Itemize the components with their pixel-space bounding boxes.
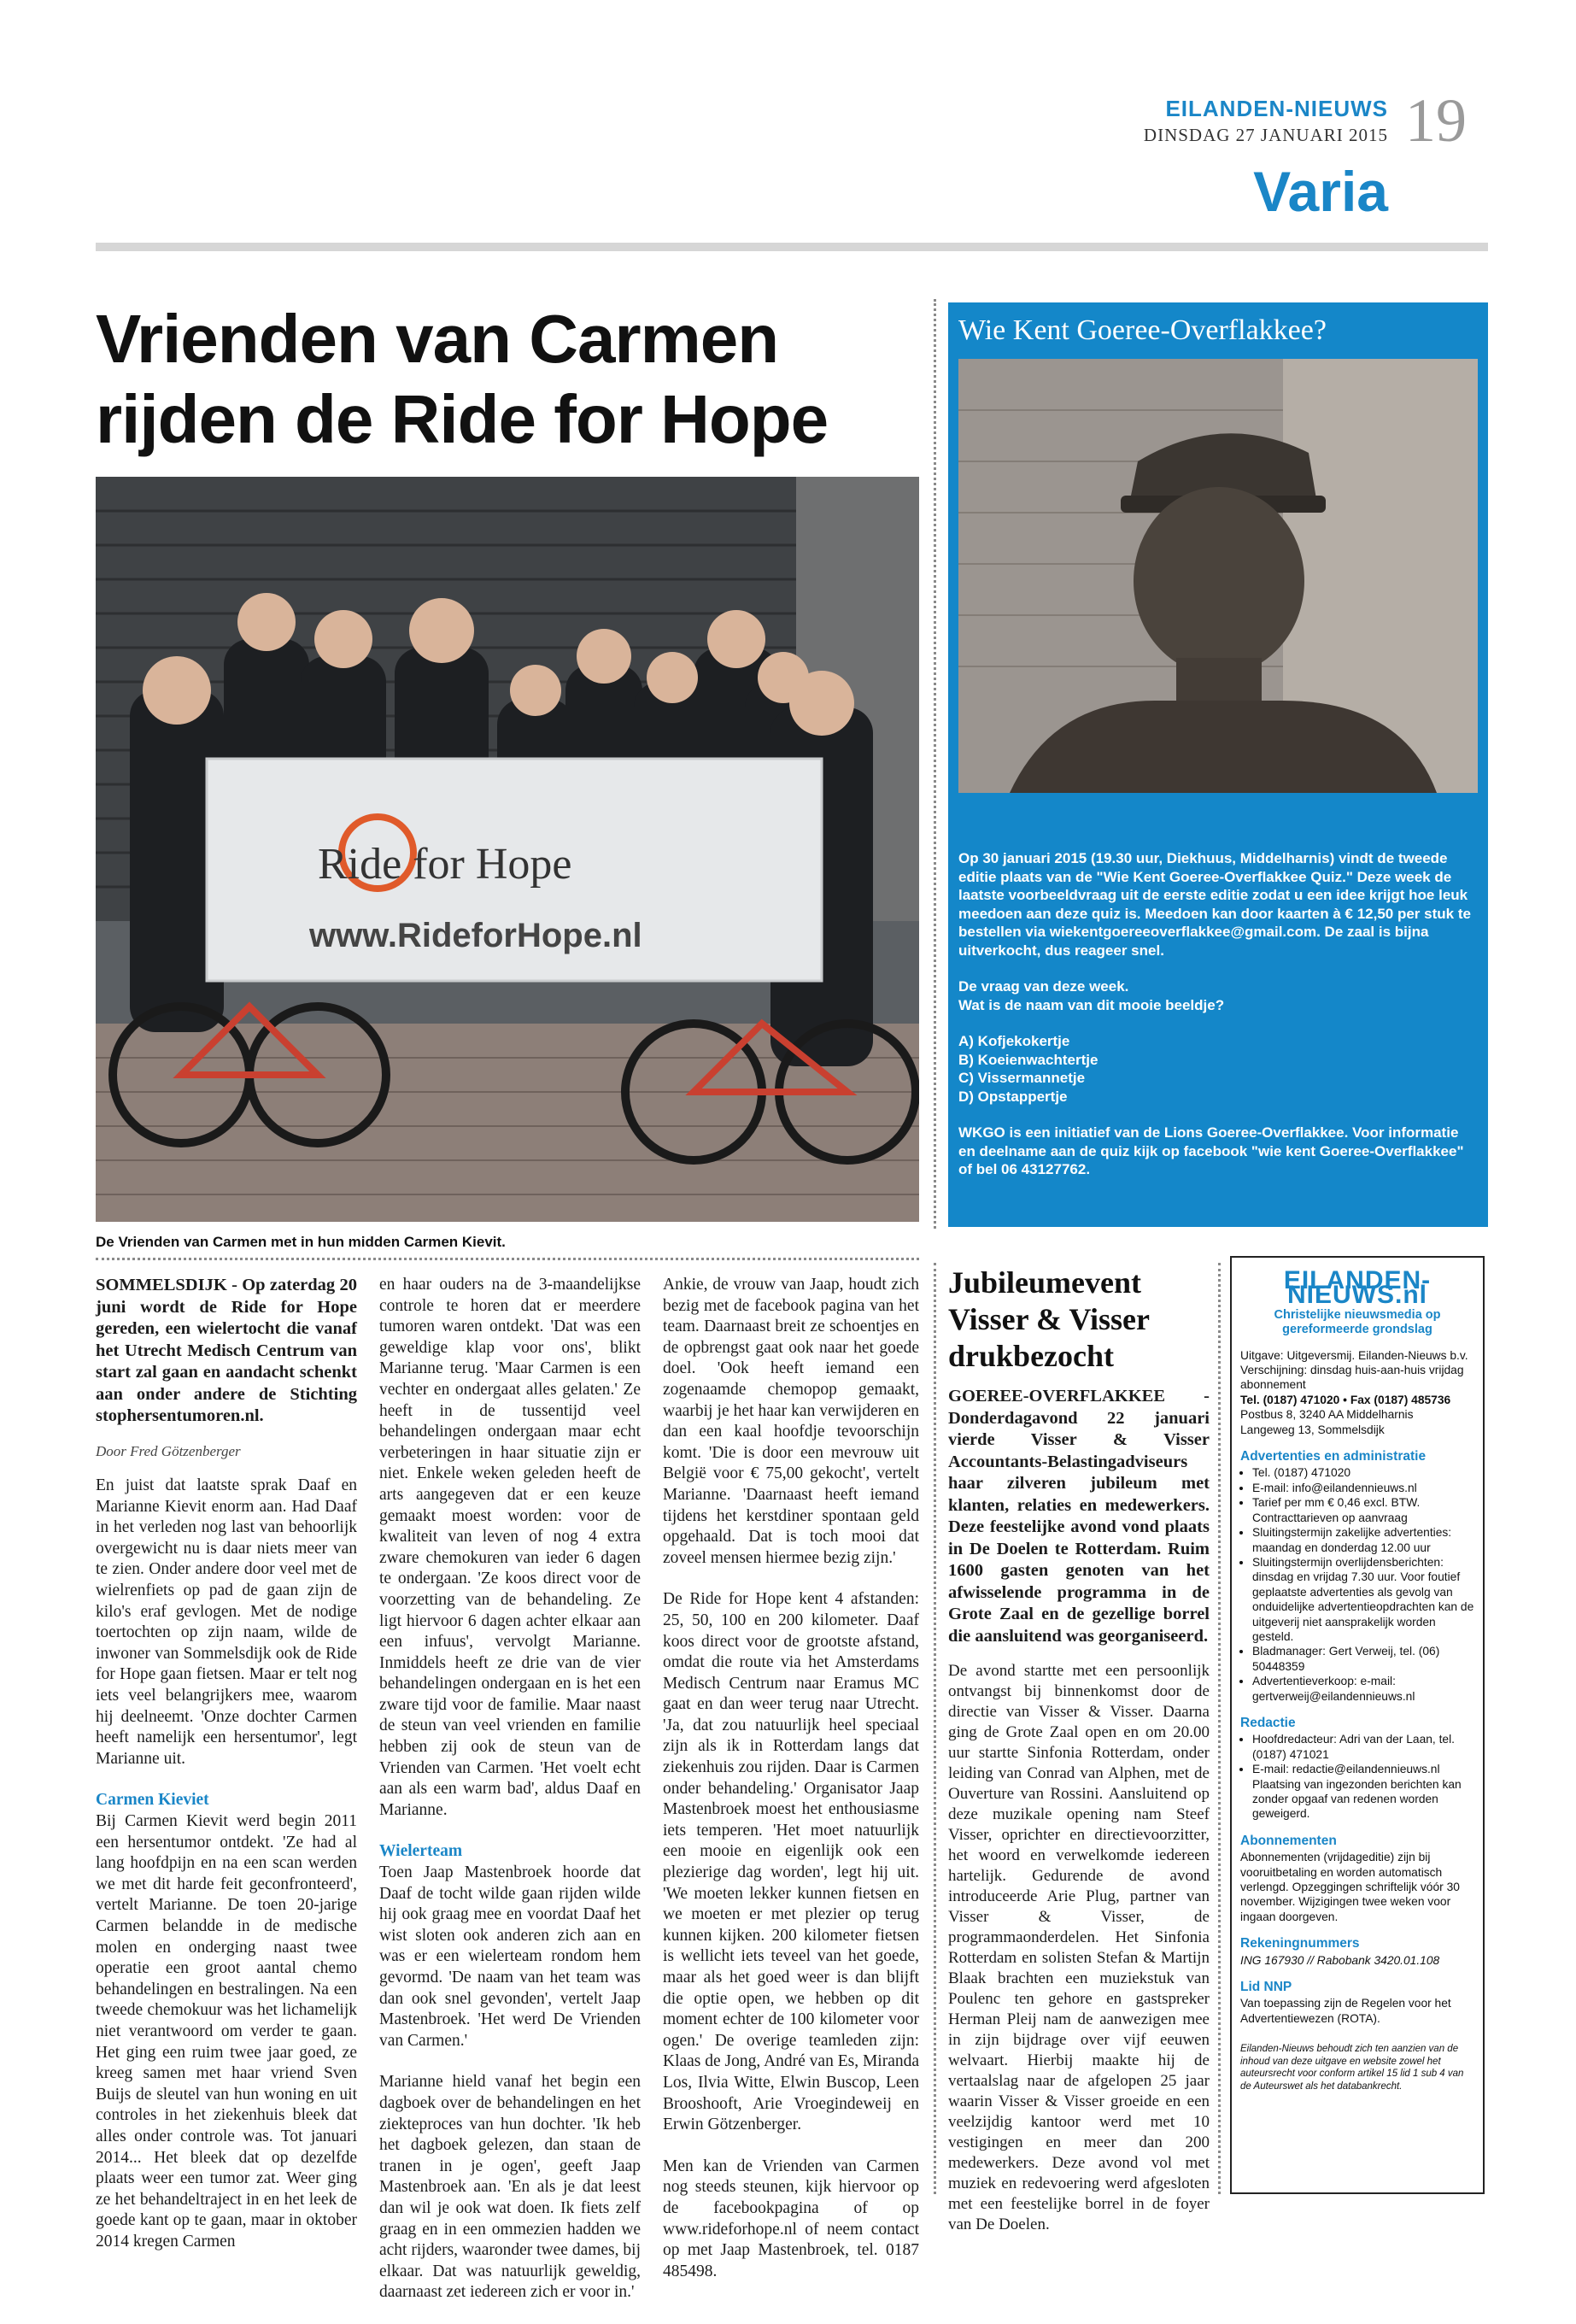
masthead: EILANDEN-NIEUWS — [1165, 96, 1388, 121]
wkgo-title: Wie Kent Goeree-Overflakkee? — [958, 314, 1327, 346]
impressum-text: Van toepassing zijn de Regelen voor het Advertentiewezen (ROTA). — [1240, 1997, 1451, 2025]
column-divider — [934, 1263, 936, 2194]
impressum-item: • Hoofdredacteur: Adri van der Laan, tel. (0187) 471021 — [1252, 1732, 1474, 1762]
impressum-tagline: Christelijke nieuwsmedia op gereformeerde grondslag — [1274, 1307, 1441, 1337]
article-column-3 — [663, 1275, 919, 2303]
wkgo-options — [958, 1032, 1476, 1106]
column-divider — [1218, 1263, 1221, 2194]
article-paragraph: Men kan de Vrienden van Carmen nog steeds steunen, kijk hiervoor op de facebookpagina of op www.rideforhope.nl of neem contact op met Jaap Mastenbroek, tel. 0187 485498. — [663, 2157, 919, 2280]
redactie-list — [1240, 1732, 1474, 1821]
impressum-item: • Tarief per mm € 0,46 excl. BTW. Contracttarieven op aanvraag — [1252, 1495, 1474, 1525]
second-article-title: Jubileumevent Visser & Visser drukbezocht — [948, 1265, 1150, 1373]
impressum-logo: EILANDEN-NIEUWS.nl — [1283, 1266, 1432, 1310]
impressum-address: Postbus 8, 3240 AA Middelharnis — [1240, 1408, 1414, 1422]
wkgo-option: B) Koeienwachtertje — [958, 1051, 1099, 1068]
impressum-item: • Sluitingstermijn zakelijke advertenties: maandag en donderdag 12.00 uur — [1252, 1525, 1474, 1555]
banner-url-text: www.RideforHope.nl — [309, 917, 642, 954]
impressum-uitgave: Uitgave: Uitgeversmij. Eilanden-Nieuws b.v. — [1240, 1348, 1468, 1362]
article-paragraph: Bij Carmen Kievit werd begin 2011 een hersentumor ontdekt. 'Ze had al lang hoofdpijn en na een scan werden we met dit harde feit geconfronteerd', vertelt Marianne. De toen 20-jarige Carmen belandde in de medische molen en onderging naast twee operatie een groot aantal chemo behandelingen en bestralingen. Na een tweede chemokuur was het lichamelijk niet verantwoord om verder te gaan. Het ging een ruim twee jaar goed, ze kreeg samen met haar vriend Sven Buijs de sleutel van hun woning en uit controles in het ziekenhuis bleek dat alles onder controle was. Tot januari 2014... Het bleek dat op dezelfde plaats weer een tumor zat. Weer ging ze het behandeltraject in en het leek de goede kant op te gaan, maar in oktober 2014 kregen Carmen — [96, 1812, 357, 2251]
impressum-item: • E-mail: redactie@eilandennieuws.nl Plaatsing van ingezonden berichten kan zonder opgaaf van redenen worden geweigerd. — [1252, 1762, 1474, 1822]
caption-divider — [96, 1258, 919, 1260]
article-byline: Door Fred Götzenberger — [96, 1442, 241, 1459]
wkgo-question-line: De vraag van deze week. — [958, 978, 1129, 995]
wkgo-intro: Op 30 januari 2015 (19.30 uur, Diekhuus, Middelharnis) vindt de tweede editie plaats van de "Wie Kent Goeree-Overflakkee Quiz." Deze week de laatste voorbeeldvraag uit de eerste editie zodat u een idee krijgt hoe leuk meedoen aan deze quiz is. Meedoen kan door kaarten à € 12,50 per stuk te bestellen via wiekentgoereeoverflakkee@gmail.com. De zaal is bijna uitverkocht, dus reageer snel. — [958, 850, 1471, 959]
article-paragraph: Marianne hield vanaf het begin een dagboek over de behandelingen en het ziekteproces van hun dochter. 'Ik heb het dagboek gelezen, dan staan de tranen in je ogen', geeft Jaap Mastenbroek aan. 'En als je dat leest dan wil je ook wat doen. Ik fiets zelf graag en in een ommezien hadden we acht rijders, waaronder twee dames, bij elkaar. Dat was natuurlijk geweldig, daarnaast zet iedereen zich er voor in.' — [379, 2073, 641, 2302]
statue-photo — [958, 359, 1478, 793]
impressum-heading: Advertenties en administratie — [1240, 1449, 1427, 1464]
impressum-verschijning: Verschijning: dinsdag huis-aan-huis vrijdag abonnement — [1240, 1364, 1464, 1392]
section-title: Varia — [1253, 160, 1388, 223]
article-lead: SOMMELSDIJK - Op zaterdag 20 juni wordt de Ride for Hope gereden, een wielertocht die vanaf het Utrecht Medisch Centrum van start zal gaan en aandacht schenkt aan onder andere de Stichting stophersentumoren.nl. — [96, 1276, 357, 1425]
impressum-item: • E-mail: info@eilandennieuws.nl — [1252, 1481, 1474, 1495]
impressum-heading: Rekeningnummers — [1240, 1936, 1360, 1951]
article-subhead: Wielerteam — [379, 1842, 463, 1861]
impressum-tel-fax: Tel. (0187) 471020 • Fax (0187) 485736 — [1240, 1393, 1451, 1406]
group-photo — [96, 477, 919, 1222]
wkgo-question — [958, 977, 1476, 1014]
impressum-text: Abonnementen (vrijdageditie) zijn bij vooruitbetaling en worden automatisch verlengd. Opzeggingen schriftelijk vóór 30 november. Wijzigingen twee weken voor ingaan doorgeven. — [1240, 1851, 1460, 1923]
wkgo-option: A) Kofjekokertje — [958, 1033, 1070, 1049]
wkgo-question-line: Wat is de naam van dit mooie beeldje? — [958, 996, 1225, 1013]
impressum-heading: Abonnementen — [1240, 1833, 1337, 1848]
article-paragraph: Ankie, de vrouw van Jaap, houdt zich bezig met de facebook pagina van het team. Daarnaast breit ze schoentjes en de opbrengst gaat ook naar het goede doel. 'Ook heeft iemand een zogenaamde chemopop gemaakt, waarbij je het haar kan verwijderen en dan een kaal hoofdje tevoorschijn komt. 'Die is door een mevrouw uit België voor € 75,00 gekocht', vertelt Marianne. 'Daarnaast heeft iemand tijdens het kerstdiner spontaan geld opgehaald. Dat is toch mooi dat zoveel mensen hiermee bezig zijn.' — [663, 1276, 919, 1567]
wkgo-option: D) Opstappertje — [958, 1088, 1068, 1105]
header-rule — [96, 243, 1488, 251]
article-column-1 — [96, 1275, 357, 2273]
photo-caption: De Vrienden van Carmen met in hun midden Carmen Kievit. — [96, 1234, 506, 1250]
impressum-item: • Bladmanager: Gert Verweij, tel. (06) 50448359 — [1252, 1644, 1474, 1674]
impressum-box — [1230, 1256, 1485, 2194]
banner-logo-text: Ride for Hope — [318, 840, 572, 889]
impressum-item: • Tel. (0187) 471020 — [1252, 1465, 1474, 1480]
second-article-paragraph: De avond startte met een persoonlijk ontvangst bij binnenkomst door de directie van Visser & Visser. Daarna ging de Grote Zaal open en om 20.00 uur startte Sinfonia Rotterdam, onder leiding van Conrad van Alphen, met de Ouverture van Rossini. Aansluitend op deze muzikale opening nam Steef Visser, oprichter en directievoorzitter, het woord en verwelkomde iedereen hartelijk. Gedurende de avond introduceerde Arie Plug, partner van Visser & Visser, de programmaonderdelen. Het Sinfonia Rotterdam en solisten Stefan & Martijn Blaak brachten een muziekstuk van Poulenc ten gehore en gastspreker Herman Pleij nam de aanwezigen mee in zijn bijdrage over vijf eeuwen welvaart. Hierbij maakte hij de vertaalslag naar de afgelopen 25 jaar waarin Visser & Visser groeide en een veelzijdig kantoor werd met 10 vestigingen en meer dan 200 medewerkers. Deze avond vol met muziek en redevoering werd afgesloten met een feestelijke borrel in de foyer van De Doelen. — [948, 1662, 1210, 2233]
article-paragraph: Toen Jaap Mastenbroek hoorde dat Daaf de tocht wilde gaan rijden wilde hij ook graag mee en voordat Daaf het wist sloten ook anderen zich aan en was er een wielerteam rondom hem gevormd. 'De naam van het team was dan ook snel gevonden', vertelt Jaap Mastenbroek. 'Het werd De Vrienden van Carmen.' — [379, 1863, 641, 2050]
wkgo-body — [958, 849, 1476, 1197]
article-subhead: Carmen Kieviet — [96, 1791, 209, 1810]
impressum-heading: Redactie — [1240, 1715, 1296, 1730]
impressum-item: • Advertentieverkoop: e-mail: gertverweij@eilandennieuws.nl — [1252, 1674, 1474, 1704]
wkgo-box — [948, 302, 1488, 1227]
column-divider — [934, 299, 936, 1229]
advertenties-list — [1240, 1465, 1474, 1704]
second-article-lead: GOEREE-OVERFLAKKEE - Donderdagavond 22 januari vierde Visser & Visser Accountants-Belastingadviseurs haar zilveren jubileum met klanten, relaties en medewerkers. Deze feestelijke avond vond plaats in De Doelen te Rotterdam. Ruim 1600 gasten genoten van het afwisselende programma in de Grote Zaal en de gezellige borrel die aansluitend was georganiseerd. — [948, 1387, 1210, 1646]
impressum-item: • Sluitingstermijn overlijdensberichten: dinsdag en vrijdag 7.30 uur. Voor foutief geplaatste advertenties als gevolg van onduidelijke advertentieopdrachten kan de uitgeverij niet aansprakelijk worden gesteld. — [1252, 1555, 1474, 1644]
article-paragraph: De Ride for Hope kent 4 afstanden: 25, 50, 100 en 200 kilometer. Daaf koos direct voor de grootste afstand, omdat die route via het Amsterdams Medisch Centrum naar Eramus MC gaat en dan weer terug naar Utrecht. 'Ja, dat zou natuurlijk heel speciaal zijn als ik in Rotterdam langs dat ziekenhuis zou rijden. Daar is Carmen onder behandeling.' Organisator Jaap Mastenbroek moest het enthousiasme iets temperen. 'Het moet natuurlijk een mooie en eigenlijk ook een plezierige dag worden', legt hij uit. 'We moeten lekker kunnen fietsen en we moeten er met plezier op terug kunnen kijken. 200 kilometer fietsen is wellicht iets teveel van het goede, maar als het goed weer is dan blijft die optie open, we hebben op dit moment echter de 100 kilometer voor ogen.' De overige teamleden zijn: Klaas de Jong, André van Es, Miranda Los, Ilvia Witte, Elwin Buscop, Leen Brooshooft, Arie Vroegindeweij en Erwin Götzenberger. — [663, 1590, 920, 2134]
second-article-body — [948, 1386, 1210, 2256]
impressum-disclaimer: Eilanden-Nieuws behoudt zich ten aanzien van de inhoud van deze uitgave en website zowel het auteursrecht voor conform artikel 15 lid 1 sub 4 van de Auteurswet als het databankrecht. — [1240, 2044, 1464, 2092]
impressum-address: Langeweg 13, Sommelsdijk — [1240, 1423, 1385, 1436]
wkgo-outro: WKGO is een initiatief van de Lions Goeree-Overflakkee. Voor informatie en deelname aan de quiz kijk op facebook "wie kent Goeree-Overflakkee" of bel 06 43127762. — [958, 1124, 1464, 1177]
impressum-text: ING 167930 // Rabobank 3420.01.108 — [1240, 1953, 1440, 1967]
article-paragraph: en haar ouders na de 3-maandelijkse controle te horen dat er meerdere tumoren waren ontdekt. 'Dat was een geweldige klap voor ons', blikt Marianne terug. 'Maar Carmen is een vechter en ondergaat alles gelaten.' Ze heeft in de tussentijd veel behandelingen ondergaan maar echt verbeteringen in haar situatie zijn er niet. Enkele weken geleden heeft de arts aangegeven dat er een keuze gemaakt moest worden: voor de kwaliteit van leven of nog 4 extra zware chemokuren van ieder 6 dagen te ondergaan. 'Ze koos direct voor de voorzetting van de behandeling. Ze ligt hiervoor 6 dagen achter elkaar aan een infuus', vervolgt Marianne. Inmiddels heeft ze drie van de vier behandelingen ondergaan en is het een zware tijd voor de familie. Maar naast de steun van veel vrienden en familie hebben zij ook de steun van de Vrienden van Carmen. 'Het voelt echt aan als een warm bad', aldus Daaf en Marianne. — [379, 1276, 641, 1819]
article-column-2 — [379, 1275, 641, 2324]
main-headline: Vrienden van Carmen rijden de Ride for Hope — [96, 301, 829, 457]
article-paragraph: En juist dat laatste sprak Daaf en Marianne Kievit enorm aan. Had Daaf in het verleden nog last van behoorlijk overgewicht nu is daar niets meer van te zien. Onder andere door veel met de wielrenfiets op pad de gaan zijn de kilo's eraf gevlogen. Met de nodige toertochten op zijn naam, wilde de inwoner van Sommelsdijk ook de Ride for Hope gaan fietsen. Maar er telt nog iets veel belangrijkers mee, waarom hij deelneemt. 'Onze dochter Carmen heeft namelijk een hersentumor', legt Marianne uit. — [96, 1476, 357, 1768]
wkgo-option: C) Vissermannetje — [958, 1070, 1086, 1086]
impressum-heading: Lid NNP — [1240, 1980, 1292, 1995]
page-number: 19 — [1405, 86, 1467, 155]
issue-date: DINSDAG 27 JANUARI 2015 — [1143, 125, 1388, 145]
